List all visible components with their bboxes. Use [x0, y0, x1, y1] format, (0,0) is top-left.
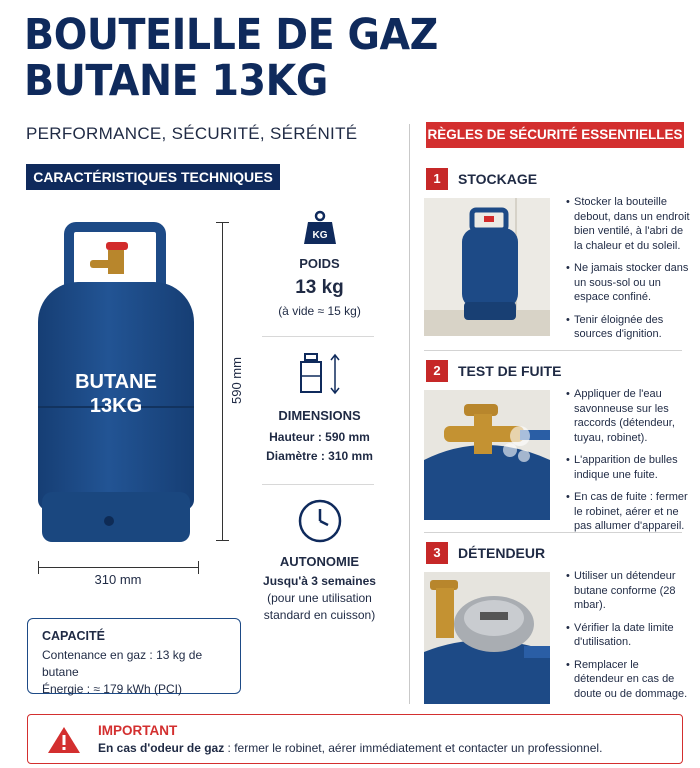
- list-item: • Remplacer le détendeur en cas de doute ou de dommage.: [566, 658, 690, 702]
- cylinder-label-line-2: 13KG: [89, 395, 143, 417]
- cylinder-foot-ring: [42, 492, 190, 542]
- list-item: • Appliquer de l'eau savonneuse sur les raccords (détendeur, tuyau, robinet).: [566, 387, 690, 445]
- spec-weight: [262, 210, 377, 320]
- list-item: • Ne jamais stocker dans un sous-sol ou un espace confiné.: [566, 261, 690, 305]
- autonomy-title: AUTONOMIE: [279, 554, 360, 569]
- warning-triangle-icon: [46, 725, 82, 755]
- storage-photo: [424, 198, 550, 336]
- cylinder-label: [38, 370, 194, 418]
- valve-knob-icon: [106, 242, 128, 250]
- autonomy-note-line-2: standard en cuisson): [263, 608, 376, 622]
- dimensions-title: DIMENSIONS: [278, 408, 361, 423]
- autonomy-value: Jusqu'à 3 semaines: [263, 574, 376, 588]
- leak-test-illustration: [424, 390, 550, 520]
- diameter-dimension-cap-right: [198, 561, 199, 574]
- capacity-line-2: Énergie : ≈ 179 kWh (PCI): [42, 682, 182, 696]
- technical-section-title: CARACTÉRISTIQUES TECHNIQUES: [26, 164, 280, 190]
- spec-separator: [262, 484, 374, 485]
- page-subtitle: PERFORMANCE, SÉCURITÉ, SÉRÉNITÉ: [26, 124, 358, 143]
- step-1-number: 1: [426, 168, 448, 190]
- step-2-title: TEST DE FUITE: [458, 363, 562, 379]
- diameter-dimension-label: 310 mm: [94, 572, 142, 587]
- height-dimension-label: 590 mm: [229, 357, 244, 404]
- warning-title: IMPORTANT: [98, 723, 178, 738]
- list-item: • Stocker la bouteille debout, dans un endroit bien ventilé, à l'abri de la chaleur et du soleil.: [566, 195, 690, 253]
- step-3-number: 3: [426, 542, 448, 564]
- page-title: [24, 12, 438, 104]
- list-item: • Tenir éloignée des sources d'ignition.: [566, 313, 690, 342]
- regulator-illustration: [424, 572, 550, 704]
- height-dimension-cap-top: [216, 222, 229, 223]
- capacity-line-1: Contenance en gaz : 13 kg de butane: [42, 648, 203, 679]
- list-item: • L'apparition de bulles indique une fuite.: [566, 453, 690, 482]
- dimensions-height: Hauteur : 590 mm: [269, 430, 370, 444]
- step-3-list: [566, 569, 690, 709]
- autonomy-note-line-1: (pour une utilisation: [267, 591, 372, 605]
- capacity-box: [27, 618, 241, 694]
- clock-icon: [297, 498, 343, 544]
- important-warning-box: [27, 714, 683, 764]
- weight-icon-label: KG: [312, 230, 327, 241]
- spec-separator: [262, 336, 374, 337]
- title-line-2: BUTANE 13KG: [24, 56, 328, 106]
- height-dimension-line: [222, 222, 223, 540]
- height-dimension-cap-bottom: [216, 540, 229, 541]
- spec-dimensions: [262, 352, 377, 465]
- step-1-title: STOCKAGE: [458, 171, 538, 187]
- spec-autonomy: [262, 498, 377, 624]
- dimensions-diameter: Diamètre : 310 mm: [266, 449, 373, 463]
- weight-note: (à vide ≈ 15 kg): [278, 304, 361, 318]
- valve-body: [108, 250, 124, 274]
- safety-section-title: RÈGLES DE SÉCURITÉ ESSENTIELLES: [426, 122, 684, 148]
- step-1-list: [566, 195, 690, 350]
- rule-separator: [424, 532, 682, 533]
- column-divider: [409, 124, 410, 704]
- warning-text-bold: En cas d'odeur de gaz: [98, 741, 225, 755]
- cylinder-label-line-1: BUTANE: [75, 371, 157, 393]
- leak-test-photo: [424, 390, 550, 520]
- bottle-dimensions-icon: [295, 352, 345, 396]
- step-2-number: 2: [426, 360, 448, 382]
- step-2-list: [566, 387, 690, 542]
- weight-title: POIDS: [299, 256, 340, 271]
- storage-illustration: [424, 198, 550, 336]
- title-line-1: BOUTEILLE DE GAZ: [24, 10, 438, 60]
- cylinder-illustration: [38, 222, 198, 542]
- list-item: • En cas de fuite : fermer le robinet, aérer et ne pas allumer d'appareil.: [566, 490, 690, 534]
- capacity-title: CAPACITÉ: [42, 629, 105, 643]
- regulator-photo: [424, 572, 550, 704]
- list-item: • Utiliser un détendeur butane conforme (28 mbar).: [566, 569, 690, 613]
- diameter-dimension-line: [38, 567, 198, 568]
- rule-separator: [424, 350, 682, 351]
- foot-ring-hole: [104, 516, 114, 526]
- warning-text-rest: : fermer le robinet, aérer immédiatement et contacter un professionnel.: [224, 741, 603, 755]
- list-item: • Vérifier la date limite d'utilisation.: [566, 621, 690, 650]
- step-3-title: DÉTENDEUR: [458, 545, 546, 561]
- weight-icon: [300, 210, 340, 246]
- warning-text: [98, 741, 602, 755]
- weight-value: 13 kg: [295, 277, 344, 298]
